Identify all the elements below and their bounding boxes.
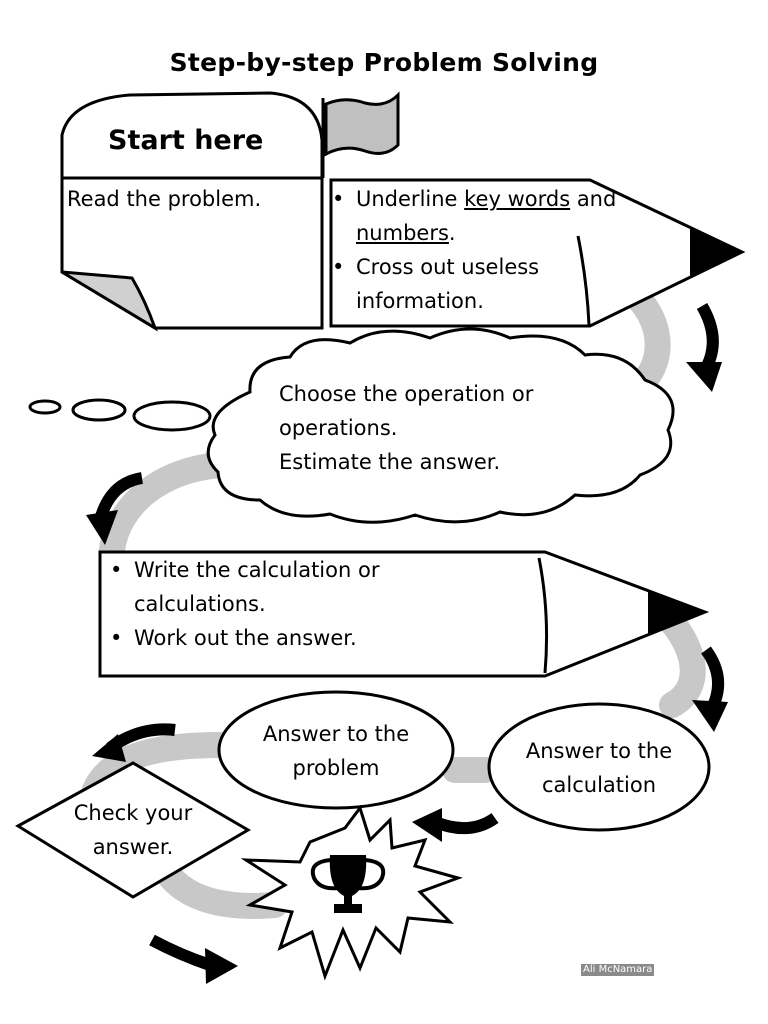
step6-text	[40, 796, 226, 864]
step3-bullet1-line2: calculations.	[134, 592, 266, 616]
step3-bullet1-line1: Write the calculation or	[134, 558, 380, 582]
step1-bullet2-line2: information.	[356, 289, 484, 313]
numbers: numbers	[356, 221, 449, 245]
step1-bullet1-prefix: Underline	[356, 187, 465, 211]
step4-line1: Answer to the	[525, 739, 673, 763]
arrow-1	[702, 306, 713, 370]
start-text: Read the problem.	[67, 187, 262, 211]
step1-bullet1-and: and	[570, 187, 617, 211]
arrow-6	[152, 940, 210, 965]
step3-bullet-2: • Work out the answer.	[108, 621, 379, 655]
step1-bullet-2	[330, 250, 616, 318]
step5-line2: problem	[292, 756, 380, 780]
key-words: key words	[464, 187, 571, 211]
arrow-4	[435, 818, 495, 828]
step2-text	[279, 377, 533, 479]
step2-line3: Estimate the answer.	[279, 450, 501, 474]
step5-line1: Answer to the	[262, 722, 410, 746]
step1-text	[330, 182, 616, 318]
step2-line2: operations.	[279, 416, 398, 440]
step1-bullet2-line1: Cross out useless	[356, 255, 540, 279]
step3-text	[108, 553, 379, 655]
credit-label: Ali McNamara	[583, 964, 653, 975]
step5-text	[219, 717, 453, 785]
page-title: Step-by-step Problem Solving	[169, 48, 599, 77]
flag-icon	[323, 95, 398, 178]
step4-line2: calculation	[541, 773, 657, 797]
step1-bullet-1	[330, 182, 616, 250]
step4-text	[489, 734, 709, 802]
step6-line2: answer.	[92, 835, 174, 859]
step6-line1: Check your	[73, 801, 193, 825]
step1-bullet1-end: .	[448, 221, 456, 245]
step2-line1: Choose the operation or	[279, 382, 534, 406]
start-heading: Start here	[108, 125, 264, 156]
step3-bullet-1	[108, 553, 379, 621]
